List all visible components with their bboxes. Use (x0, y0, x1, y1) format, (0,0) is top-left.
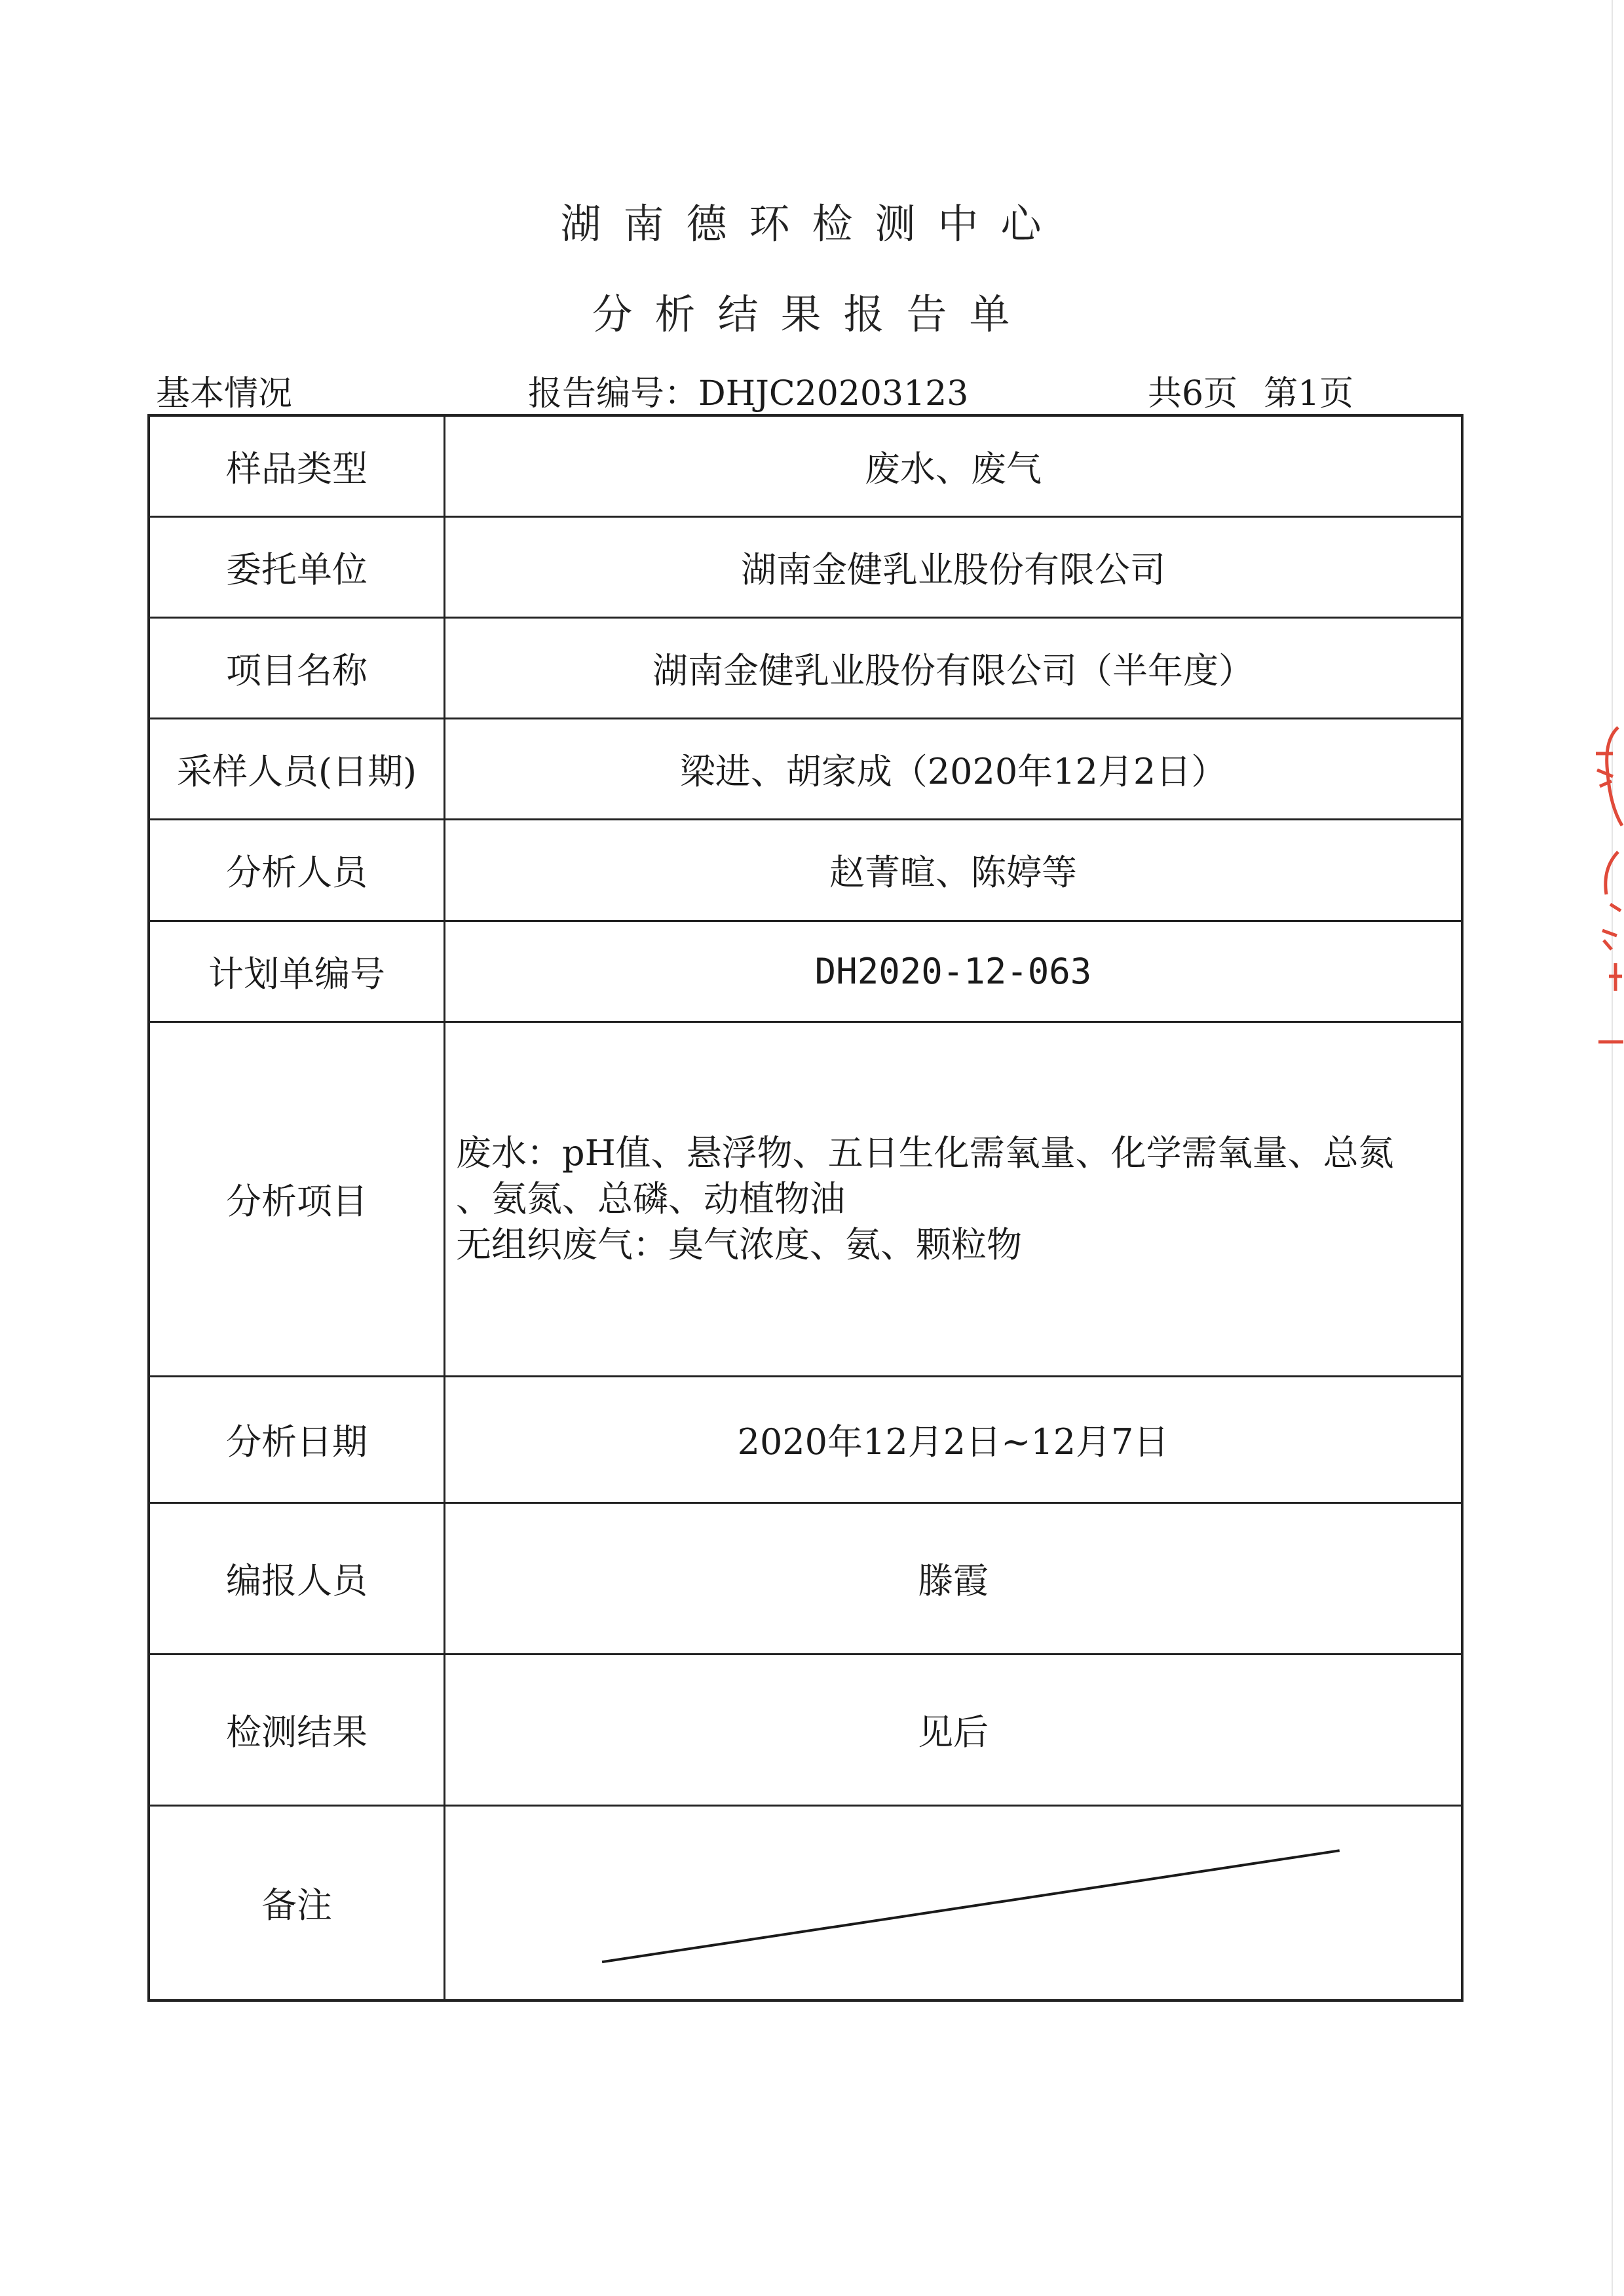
page-number: 第1页 (1264, 374, 1354, 413)
sampler-value: 梁进、胡家成（2020年12月2日） (445, 718, 1463, 819)
page-info (1148, 366, 1353, 415)
remark-strike-line (445, 1807, 1461, 2000)
compiler-value: 滕霞 (445, 1502, 1463, 1654)
section-label: 基本情况 (156, 374, 293, 413)
table-row (149, 718, 1462, 819)
table-row (149, 415, 1462, 516)
result-value: 见后 (445, 1654, 1463, 1805)
page-edge-line (1612, 0, 1613, 2296)
table-row (149, 1805, 1462, 2000)
compiler-label: 编报人员 (149, 1502, 445, 1654)
result-label: 检测结果 (149, 1654, 445, 1805)
total-pages: 共6页 (1148, 374, 1238, 413)
analysis-date-label: 分析日期 (149, 1376, 445, 1502)
analysis-items-label: 分析项目 (149, 1022, 445, 1376)
table-row (149, 819, 1462, 921)
project-value: 湖南金健乳业股份有限公司（半年度） (445, 617, 1463, 718)
table-row (149, 921, 1462, 1022)
client-label: 委托单位 (149, 516, 445, 617)
analyst-value: 赵菁暄、陈婷等 (445, 819, 1463, 921)
report-number: 报告编号：DHJC20203123 (528, 374, 969, 413)
table-row (149, 1022, 1462, 1376)
table-row (149, 617, 1462, 718)
items-line-2: 、氨氮、总磷、动植物油 (456, 1177, 845, 1219)
remark-value (445, 1805, 1463, 2000)
sampler-label: 采样人员(日期) (149, 718, 445, 819)
table-row (149, 516, 1462, 617)
client-value: 湖南金健乳业股份有限公司 (445, 516, 1463, 617)
sample-type-value: 废水、废气 (445, 415, 1463, 516)
sample-type-label: 样品类型 (149, 415, 445, 516)
table-row (149, 1376, 1462, 1502)
project-label: 项目名称 (149, 617, 445, 718)
analysis-date-value: 2020年12月2日~12月7日 (445, 1376, 1463, 1502)
report-table (147, 414, 1463, 2002)
org-name: 湖南德环检测中心 (560, 200, 1064, 248)
remark-label: 备注 (149, 1805, 445, 2000)
official-seal-fragment (1584, 714, 1624, 1055)
items-line-1: 废水：pH值、悬浮物、五日生化需氧量、化学需氧量、总氮 (456, 1132, 1394, 1174)
plan-number-label: 计划单编号 (149, 921, 445, 1022)
table-row (149, 1654, 1462, 1805)
items-line-3: 无组织废气：臭气浓度、氨、颗粒物 (456, 1223, 1022, 1265)
analyst-label: 分析人员 (149, 819, 445, 921)
table-row (149, 1502, 1462, 1654)
analysis-items-value (445, 1022, 1463, 1376)
plan-number-value: DH2020-12-063 (445, 921, 1463, 1022)
doc-title: 分析结果报告单 (592, 290, 1032, 338)
